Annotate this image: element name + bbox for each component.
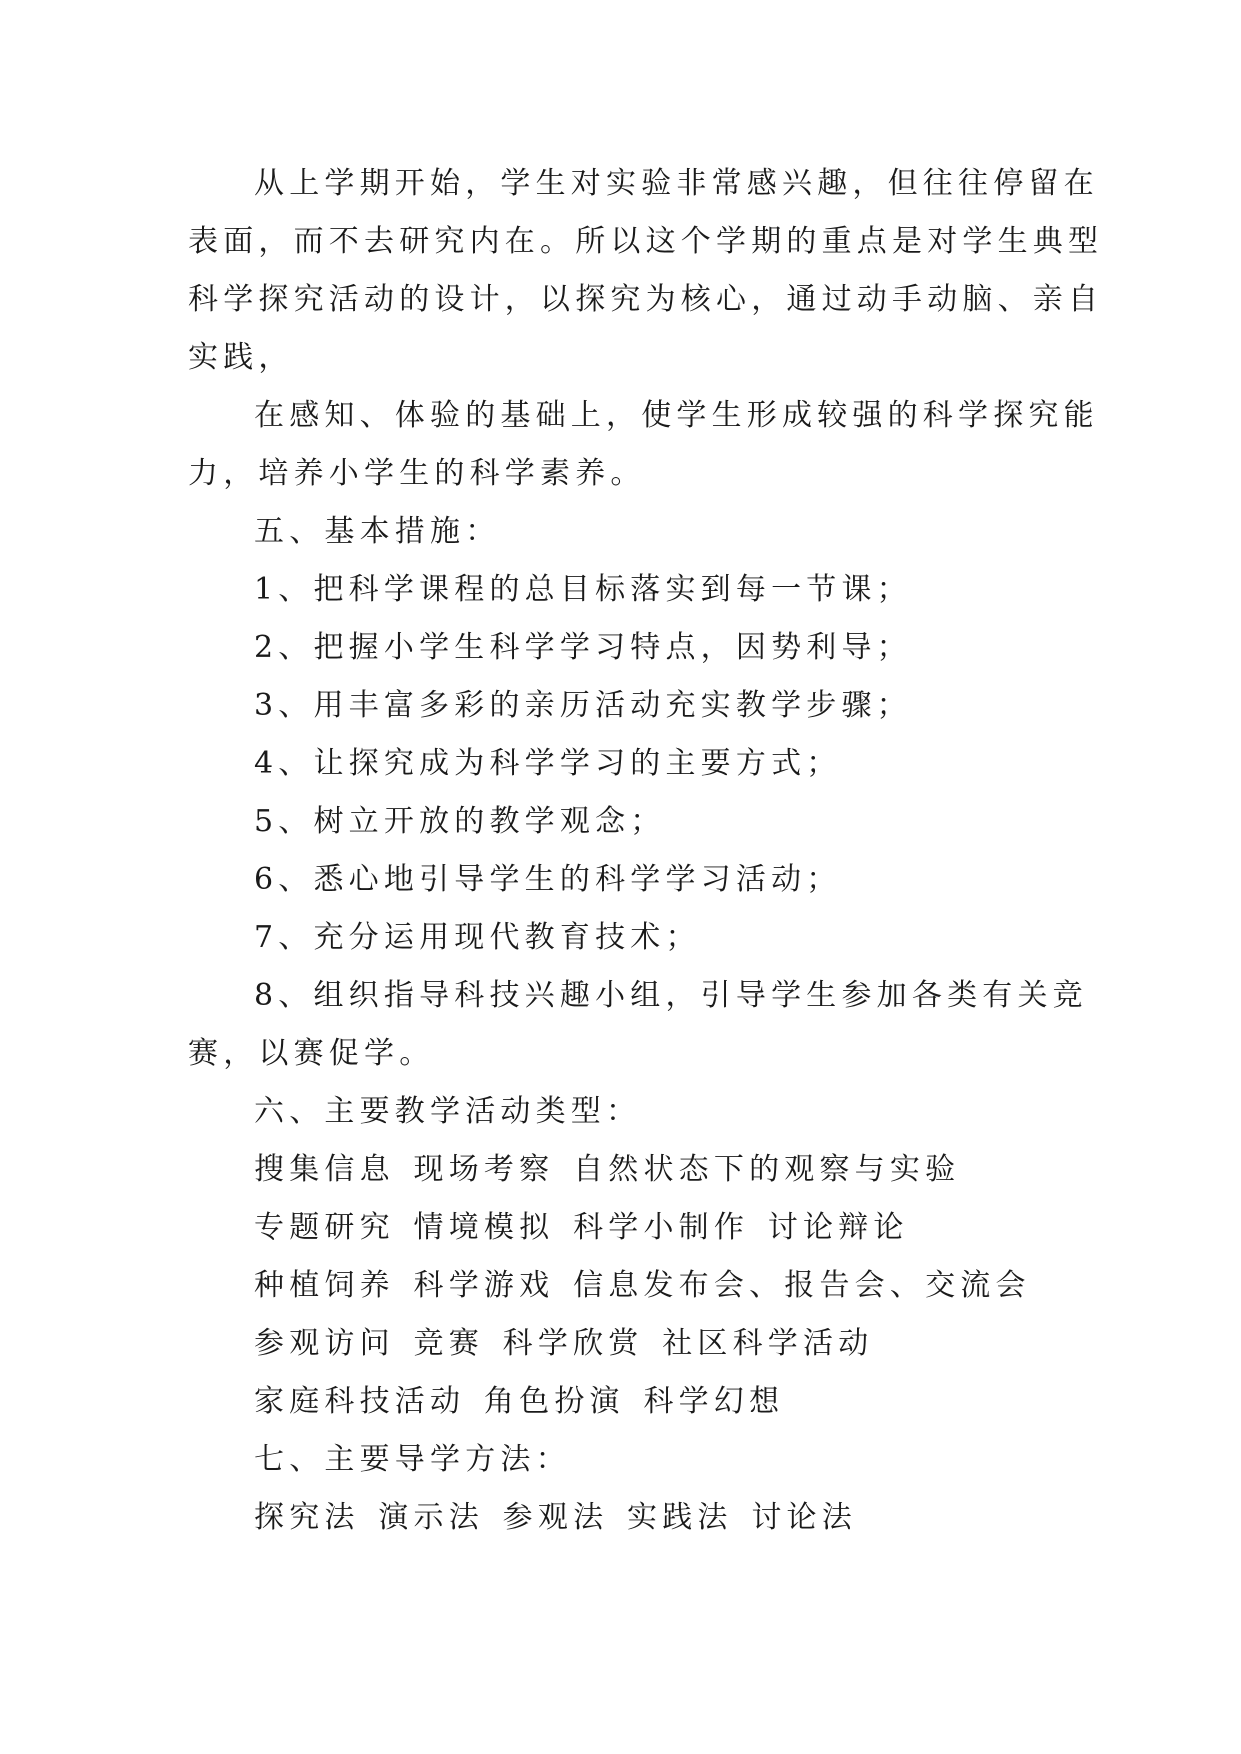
measure-item-4: 4、让探究成为科学学习的主要方式； bbox=[254, 746, 842, 781]
activity-types-row-3: 种植饲养 科学游戏 信息发布会、报告会、交流会 bbox=[254, 1268, 1031, 1303]
guidance-methods-list: 探究法 演示法 参观法 实践法 讨论法 bbox=[254, 1500, 857, 1535]
activity-types-row-4: 参观访问 竞赛 科学欣赏 社区科学活动 bbox=[254, 1326, 874, 1361]
section-6-heading: 六、主要教学活动类型： bbox=[254, 1094, 642, 1129]
intro-paragraph-line-2: 表面，而不去研究内在。所以这个学期的重点是对学生典型 bbox=[188, 224, 1104, 259]
intro-paragraph-line-1: 从上学期开始，学生对实验非常感兴趣，但往往停留在 bbox=[254, 166, 1099, 201]
goal-paragraph-line-2: 力，培养小学生的科学素养。 bbox=[188, 456, 646, 491]
activity-types-row-2: 专题研究 情境模拟 科学小制作 讨论辩论 bbox=[254, 1210, 909, 1245]
section-5-heading: 五、基本措施： bbox=[254, 514, 501, 549]
intro-paragraph-line-4: 实践， bbox=[188, 340, 294, 375]
measure-item-8-continued: 赛，以赛促学。 bbox=[188, 1036, 435, 1071]
measure-item-3: 3、用丰富多彩的亲历活动充实教学步骤； bbox=[254, 688, 912, 723]
goal-paragraph-line-1: 在感知、体验的基础上，使学生形成较强的科学探究能 bbox=[254, 398, 1099, 433]
measure-item-5: 5、树立开放的教学观念； bbox=[254, 804, 666, 839]
intro-paragraph-line-3: 科学探究活动的设计，以探究为核心，通过动手动脑、亲自 bbox=[188, 282, 1104, 317]
measure-item-1: 1、把科学课程的总目标落实到每一节课； bbox=[254, 572, 912, 607]
measure-item-8: 8、组织指导科技兴趣小组，引导学生参加各类有关竞 bbox=[254, 978, 1088, 1013]
measure-item-7: 7、充分运用现代教育技术； bbox=[254, 920, 701, 955]
measure-item-6: 6、悉心地引导学生的科学学习活动； bbox=[254, 862, 842, 897]
activity-types-row-5: 家庭科技活动 角色扮演 科学幻想 bbox=[254, 1384, 785, 1419]
measure-item-2: 2、把握小学生科学学习特点，因势利导； bbox=[254, 630, 912, 665]
section-7-heading: 七、主要导学方法： bbox=[254, 1442, 571, 1477]
activity-types-row-1: 搜集信息 现场考察 自然状态下的观察与实验 bbox=[254, 1152, 961, 1187]
